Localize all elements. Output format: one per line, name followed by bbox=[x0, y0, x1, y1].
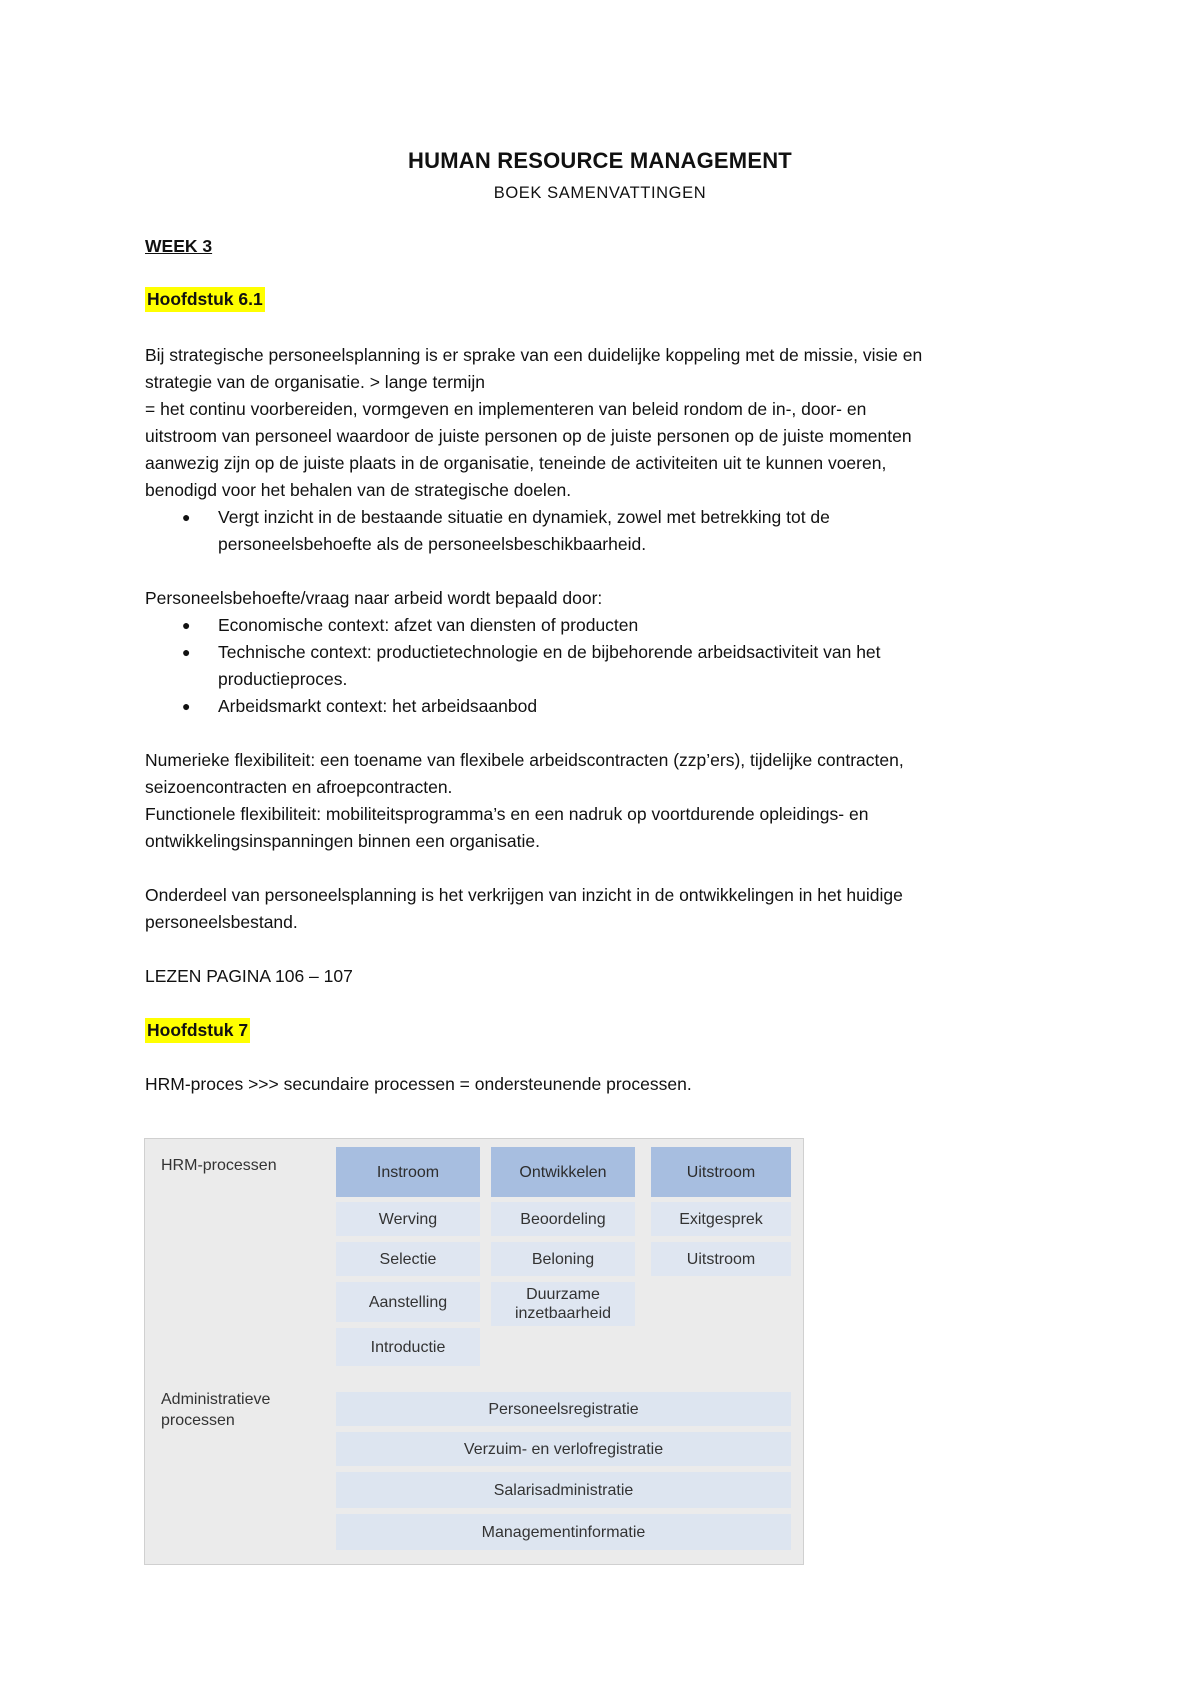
column-head-instroom: Instroom bbox=[336, 1147, 480, 1197]
process-box: Uitstroom bbox=[651, 1242, 791, 1276]
bullet-icon: ● bbox=[182, 617, 191, 633]
document-subtitle: BOEK SAMENVATTINGEN bbox=[493, 184, 707, 202]
bullet-text: Economische context: afzet van diensten of producten bbox=[218, 615, 639, 635]
read-pages-note: LEZEN PAGINA 106 – 107 bbox=[145, 966, 353, 986]
week-heading: WEEK 3 bbox=[145, 236, 213, 256]
process-box: Introductie bbox=[336, 1328, 480, 1366]
paragraph-line: aanwezig zijn op de juiste plaats in de organisatie, teneinde de activiteiten uit te kunnen voeren, bbox=[145, 453, 887, 473]
column-head-uitstroom: Uitstroom bbox=[651, 1147, 791, 1197]
chapter-heading-6-1: Hoofdstuk 6.1 bbox=[145, 286, 1065, 313]
hrm-processes-label: HRM-processen bbox=[161, 1157, 277, 1174]
demand-intro: Personeelsbehoefte/vraag naar arbeid wordt bepaald door: bbox=[145, 588, 603, 608]
bullet-icon: ● bbox=[182, 698, 191, 714]
bullet-text: Vergt inzicht in de bestaande situatie en dynamiek, zowel met betrekking tot de bbox=[218, 507, 830, 527]
paragraph-line: = het continu voorbereiden, vormgeven en implementeren van beleid rondom de in-, door- en bbox=[145, 399, 867, 419]
admin-processes-label: Administratieve processen bbox=[161, 1391, 271, 1429]
document-title: HUMAN RESOURCE MANAGEMENT bbox=[408, 148, 792, 173]
process-box: Selectie bbox=[336, 1242, 480, 1276]
paragraph-line: Bij strategische personeelsplanning is er sprake van een duidelijke koppeling met de missie, visie en bbox=[145, 345, 923, 365]
paragraph-line: HRM-proces >>> secundaire processen = ondersteunende processen. bbox=[145, 1074, 692, 1094]
hrm-process-diagram bbox=[144, 1138, 804, 1565]
paragraph-line: ontwikkelingsinspanningen binnen een organisatie. bbox=[145, 831, 541, 851]
process-box: Werving bbox=[336, 1202, 480, 1236]
bullet-text: productieproces. bbox=[218, 669, 348, 689]
process-box: Aanstelling bbox=[336, 1282, 480, 1322]
admin-row: Salarisadministratie bbox=[336, 1472, 791, 1508]
column-head-ontwikkelen: Ontwikkelen bbox=[491, 1147, 635, 1197]
process-box: Beoordeling bbox=[491, 1202, 635, 1236]
paragraph-line: personeelsbestand. bbox=[145, 912, 298, 932]
admin-row: Managementinformatie bbox=[336, 1514, 791, 1550]
bullet-icon: ● bbox=[182, 509, 191, 525]
paragraph-line: benodigd voor het behalen van de strategische doelen. bbox=[145, 480, 572, 500]
bullet-icon: ● bbox=[182, 644, 191, 660]
process-box: Beloning bbox=[491, 1242, 635, 1276]
paragraph-line: strategie van de organisatie. > lange termijn bbox=[145, 372, 485, 392]
bullet-text: personeelsbehoefte als de personeelsbeschikbaarheid. bbox=[218, 534, 647, 554]
paragraph-line: Onderdeel van personeelsplanning is het verkrijgen van inzicht in de ontwikkelingen in het huidige bbox=[145, 885, 903, 905]
paragraph-line: Functionele flexibiliteit: mobiliteitsprogramma’s en een nadruk op voortdurende opleidings- en bbox=[145, 804, 869, 824]
paragraph-line: uitstroom van personeel waardoor de juiste personen op de juiste personen op de juiste momenten bbox=[145, 426, 912, 446]
admin-row: Verzuim- en verlofregistratie bbox=[336, 1432, 791, 1466]
bullet-text: Arbeidsmarkt context: het arbeidsaanbod bbox=[218, 696, 538, 716]
bullet-text: Technische context: productietechnologie en de bijbehorende arbeidsactiviteit van het bbox=[218, 642, 881, 662]
process-box: Duurzame inzetbaarheid bbox=[491, 1282, 635, 1326]
paragraph-line: Numerieke flexibiliteit: een toename van flexibele arbeidscontracten (zzp’ers), tijdelijke contracten, bbox=[145, 750, 904, 770]
admin-row: Personeelsregistratie bbox=[336, 1392, 791, 1426]
paragraph-line: seizoencontracten en afroepcontracten. bbox=[145, 777, 453, 797]
chapter-heading-7: Hoofdstuk 7 bbox=[145, 1017, 1065, 1044]
process-box: Exitgesprek bbox=[651, 1202, 791, 1236]
